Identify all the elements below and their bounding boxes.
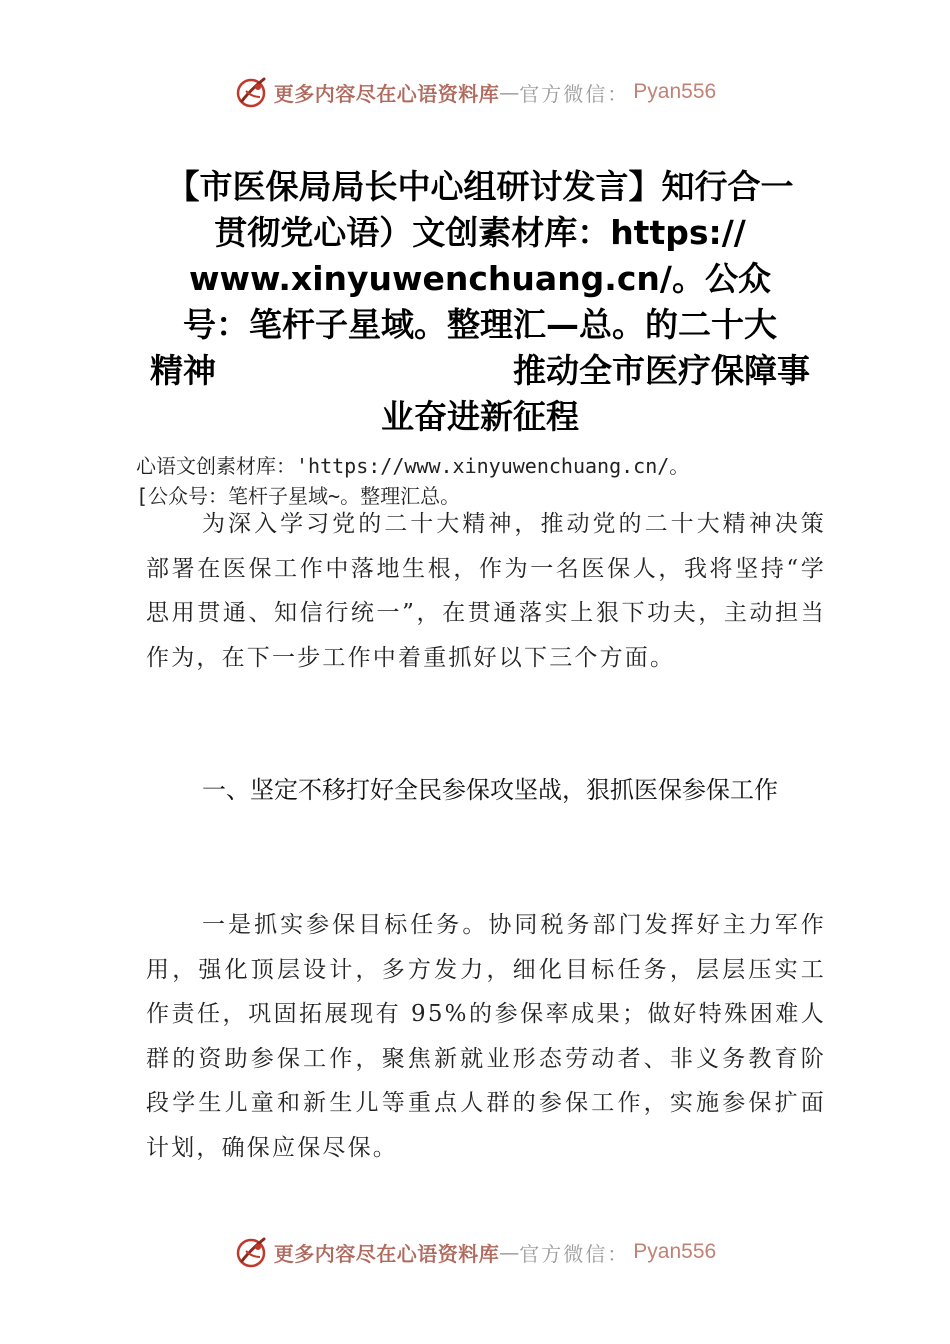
source-note-line-1: 心语文创素材库：'https://www.xinyuwenchuang.cn/。 xyxy=(136,454,690,478)
banner-wechat-id: Pyan556 xyxy=(633,1240,717,1263)
title-line-2: 贯彻党心语）文创素材库：https:// xyxy=(214,213,746,252)
section-paragraph-1: 一是抓实参保目标任务。协同税务部门发挥好主力军作用，强化顶层设计，多方发力，细化目标任务，层层压实工作责任，巩固拓展现有 95%的参保率成果；做好特殊困难人群的资助参保工作，聚焦新就业形态劳动者、非义务教育阶段学生儿童和新生儿等重点人群的参保工作，实施参保扩面计划，确保应保尽保。 xyxy=(146,912,826,1161)
brush-logo-icon xyxy=(234,1235,268,1269)
document-title xyxy=(150,164,810,440)
title-line-5-left: 精神 xyxy=(150,351,216,390)
banner-wechat-id: Pyan556 xyxy=(633,80,717,103)
title-line-5-right: 推动全市医疗保障事 xyxy=(513,351,810,390)
section-heading-1: 一、坚定不移打好全民参保攻坚战，狠抓医保参保工作 xyxy=(202,776,778,804)
intro-paragraph: 为深入学习党的二十大精神，推动党的二十大精神决策部署在医保工作中落地生根，作为一名医保人，我将坚持“学思用贯通、知信行统一”，在贯通落实上狠下功夫，主动担当作为，在下一步工作中着重抓好以下三个方面。 xyxy=(146,511,826,671)
footer-banner xyxy=(0,1232,950,1272)
title-line-3: www.xinyuwenchuang.cn/。公众 xyxy=(189,259,771,298)
title-line-6: 业奋进新征程 xyxy=(381,397,579,436)
source-note-line-2: [公众号：笔杆子星域~。整理汇总。 xyxy=(136,484,461,508)
title-line-4: 号：笔杆子星域。整理汇—总。的二十大 xyxy=(183,305,777,344)
banner-wechat-label: 官方微信： xyxy=(519,1241,630,1266)
header-banner xyxy=(0,72,950,112)
brush-logo-icon xyxy=(234,75,268,109)
banner-slogan: 更多内容尽在心语资料库 xyxy=(273,81,500,106)
banner-dash: — xyxy=(499,80,520,104)
title-line-5 xyxy=(150,348,810,394)
title-line-1: 【市医保局局长中心组研讨发言】知行合一 xyxy=(166,167,794,206)
banner-dash: — xyxy=(499,1240,520,1264)
banner-wechat-label: 官方微信： xyxy=(519,81,630,106)
banner-slogan: 更多内容尽在心语资料库 xyxy=(273,1241,500,1266)
